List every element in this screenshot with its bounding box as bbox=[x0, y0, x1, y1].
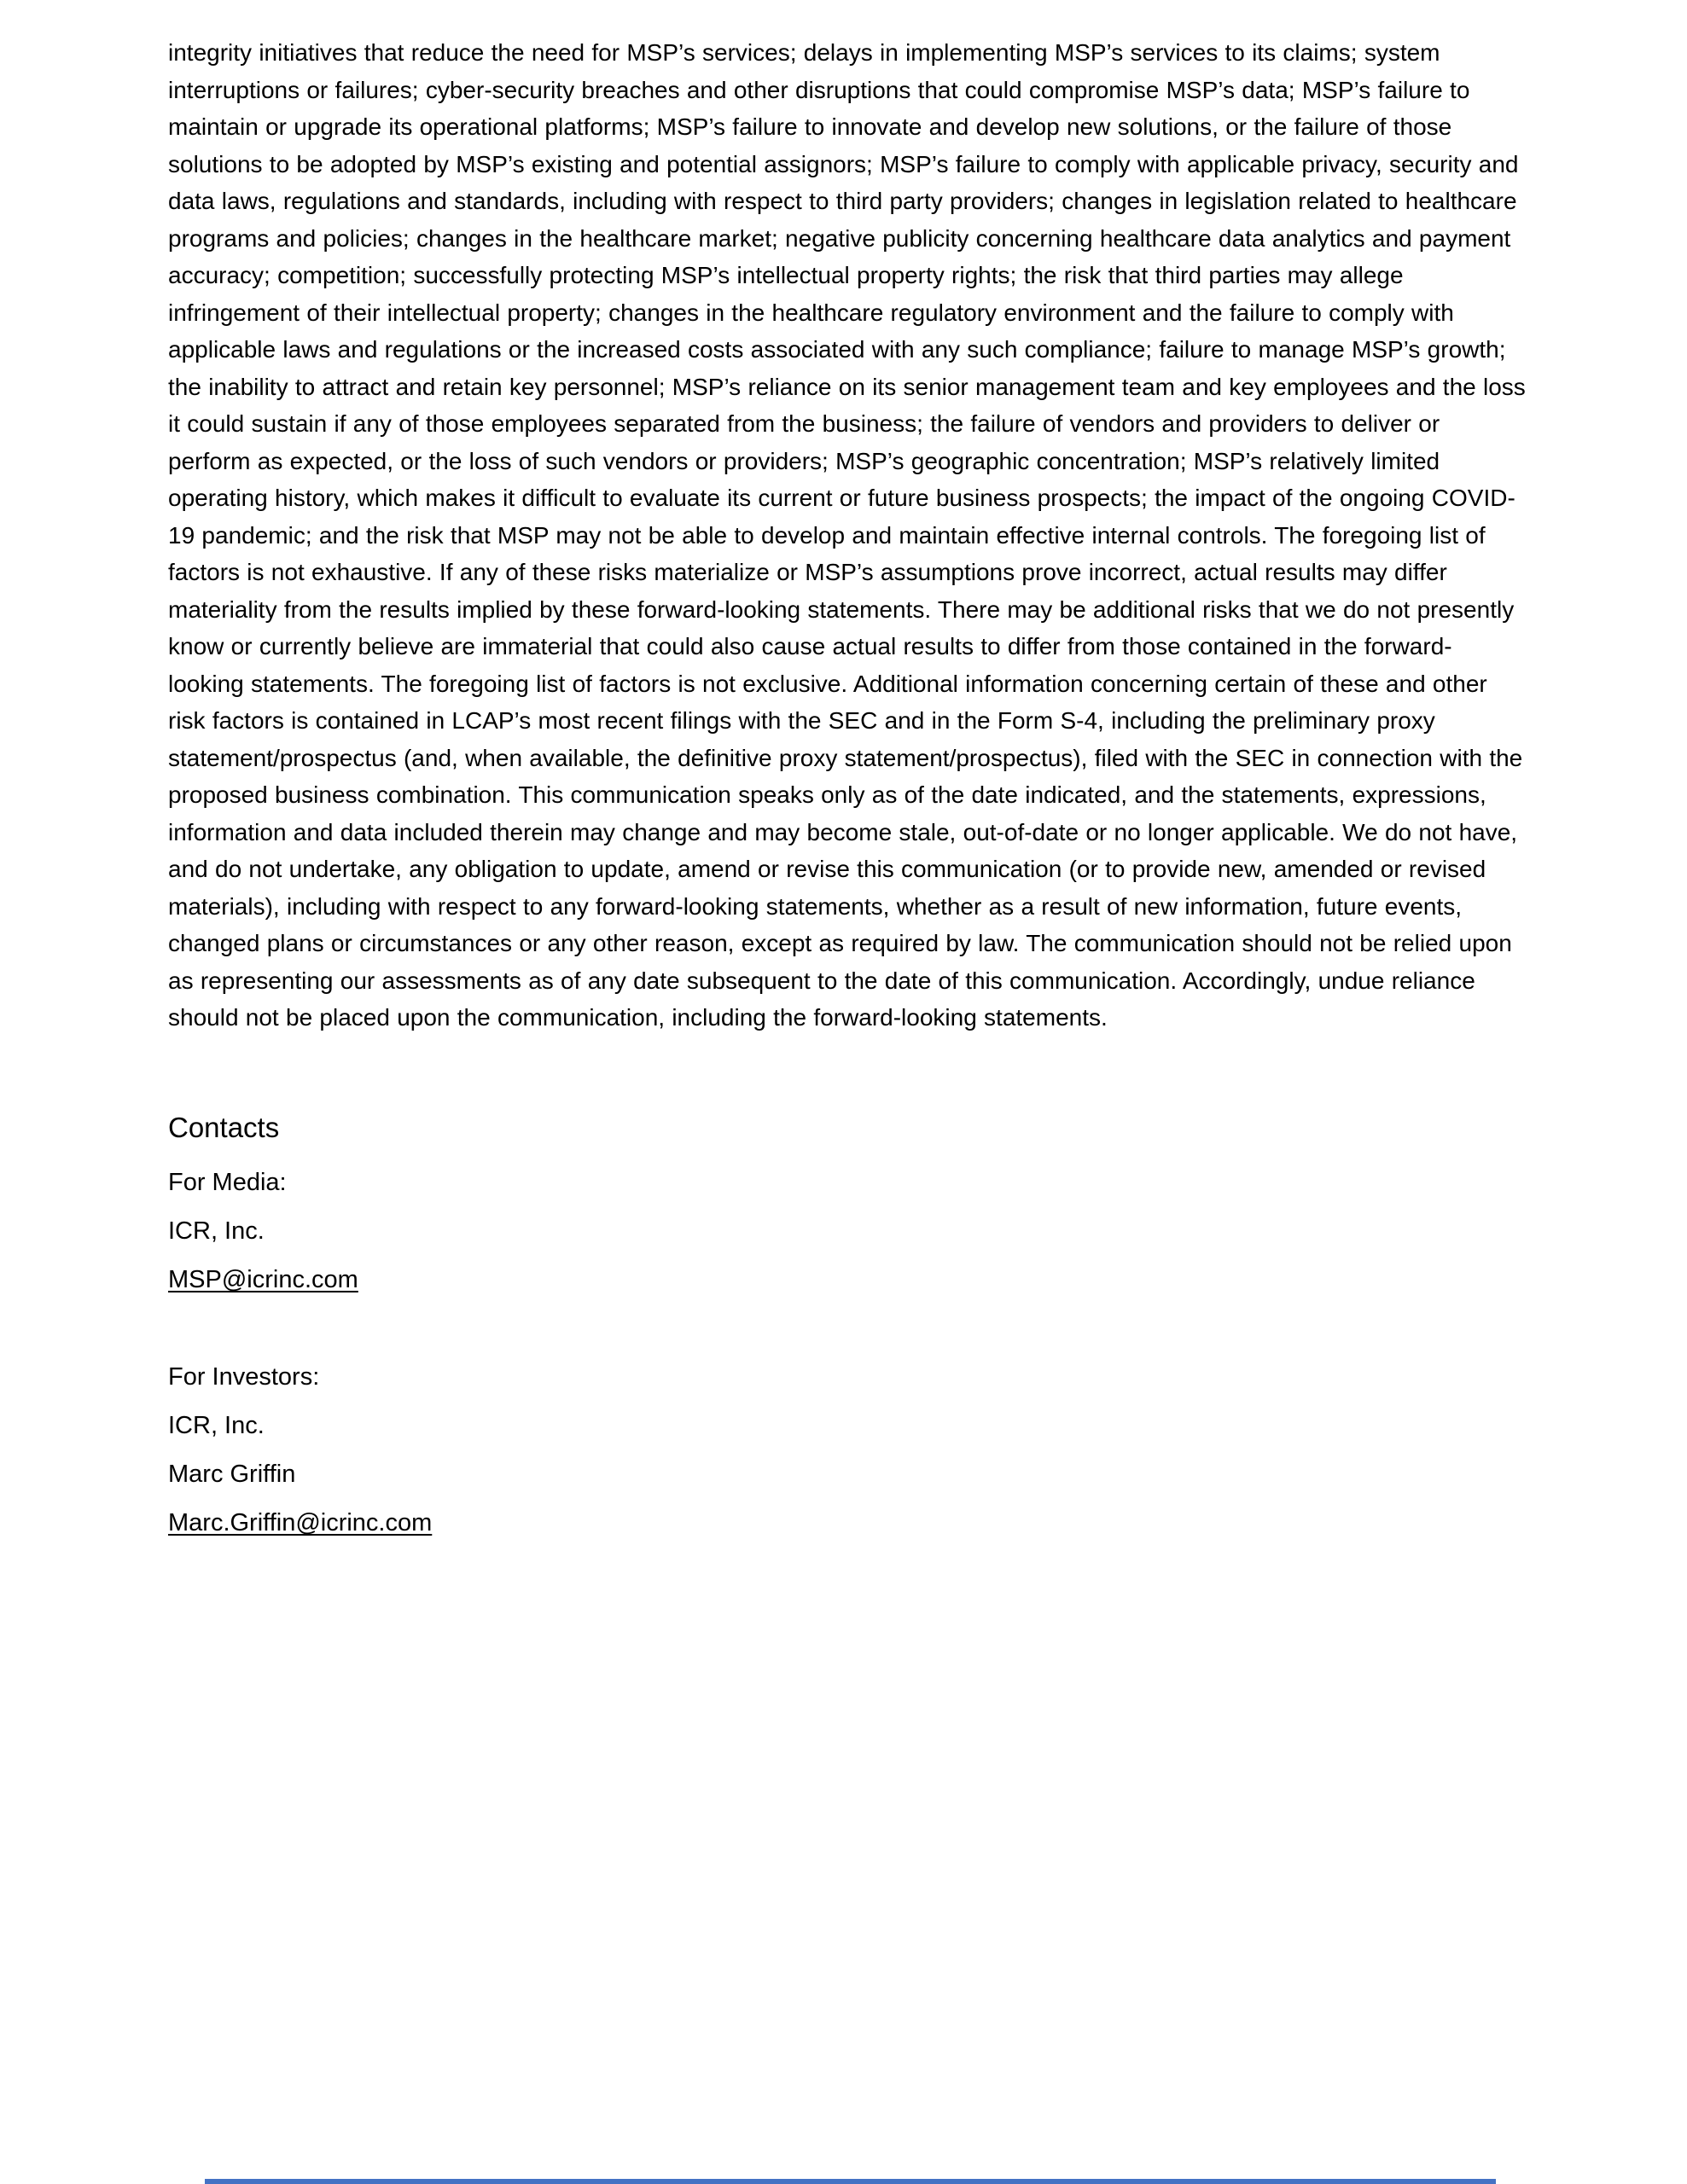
contacts-heading: Contacts bbox=[168, 1112, 280, 1143]
media-contact-group bbox=[168, 1159, 1527, 1304]
media-company: ICR, Inc. bbox=[168, 1217, 265, 1245]
investors-contact-label: For Investors: bbox=[168, 1363, 320, 1391]
investors-email-link[interactable]: Marc.Griffin@icrinc.com bbox=[168, 1509, 433, 1536]
investors-contact-name: Marc Griffin bbox=[168, 1461, 296, 1488]
contacts-section bbox=[168, 1109, 1527, 1548]
investors-contact-group bbox=[168, 1353, 1527, 1548]
page-bottom-rule bbox=[205, 2179, 1496, 2184]
media-contact-label: For Media: bbox=[168, 1169, 287, 1196]
investors-company: ICR, Inc. bbox=[168, 1412, 265, 1439]
disclaimer-paragraph: integrity initiatives that reduce the need for MSP’s services; delays in implementing MSP’s services to its claims; system interruptions or failures; cyber-security breaches and other disruptions that could compromise MSP’s data; MSP’s failure to maintain or upgrade its operational platforms; MSP’s failure to innovate and develop new solutions, or the failure of those solutions to be adopted by MSP’s existing and potential assignors; MSP’s failure to comply with applicable privacy, security and data laws, regulations and standards, including with respect to third party providers; changes in legislation related to healthcare programs and policies; changes in the healthcare market; negative publicity concerning healthcare data analytics and payment accuracy; competition; successfully protecting MSP’s intellectual property rights; the risk that third parties may allege infringement of their intellectual property; changes in the healthcare regulatory environment and the failure to comply with applicable laws and regulations or the increased costs associated with any such compliance; failure to manage MSP’s growth; the inability to attract and retain key personnel; MSP’s reliance on its senior management team and key employees and the loss it could sustain if any of those employees separated from the business; the failure of vendors and providers to deliver or perform as expected, or the loss of such vendors or providers; MSP’s geographic concentration; MSP’s relatively limited operating history, which makes it difficult to evaluate its current or future business prospects; the impact of the ongoing COVID-19 pandemic; and the risk that MSP may not be able to develop and maintain effective internal controls. The foregoing list of factors is not exhaustive. If any of these risks materialize or MSP’s assumptions prove incorrect, actual results may differ materiality from the results implied by these forward-looking statements. There may be additional risks that we do not presently know or currently believe are immaterial that could also cause actual results to differ from those contained in the forward-looking statements. The foregoing list of factors is not exclusive. Additional information concerning certain of these and other risk factors is contained in LCAP’s most recent filings with the SEC and in the Form S-4, including the preliminary proxy statement/prospectus (and, when available, the definitive proxy statement/prospectus), filed with the SEC in connection with the proposed business combination. This communication speaks only as of the date indicated, and the statements, expressions, information and data included therein may change and may become stale, out-of-date or no longer applicable. We do not have, and do not undertake, any obligation to update, amend or revise this communication (or to provide new, amended or revised materials), including with respect to any forward-looking statements, whether as a result of new information, future events, changed plans or circumstances or any other reason, except as required by law. The communication should not be relied upon as representing our assessments as of any date subsequent to the date of this communication. Accordingly, undue reliance should not be placed upon the communication, including the forward-looking statements. bbox=[168, 39, 1526, 1031]
media-email-link[interactable]: MSP@icrinc.com bbox=[168, 1266, 358, 1293]
